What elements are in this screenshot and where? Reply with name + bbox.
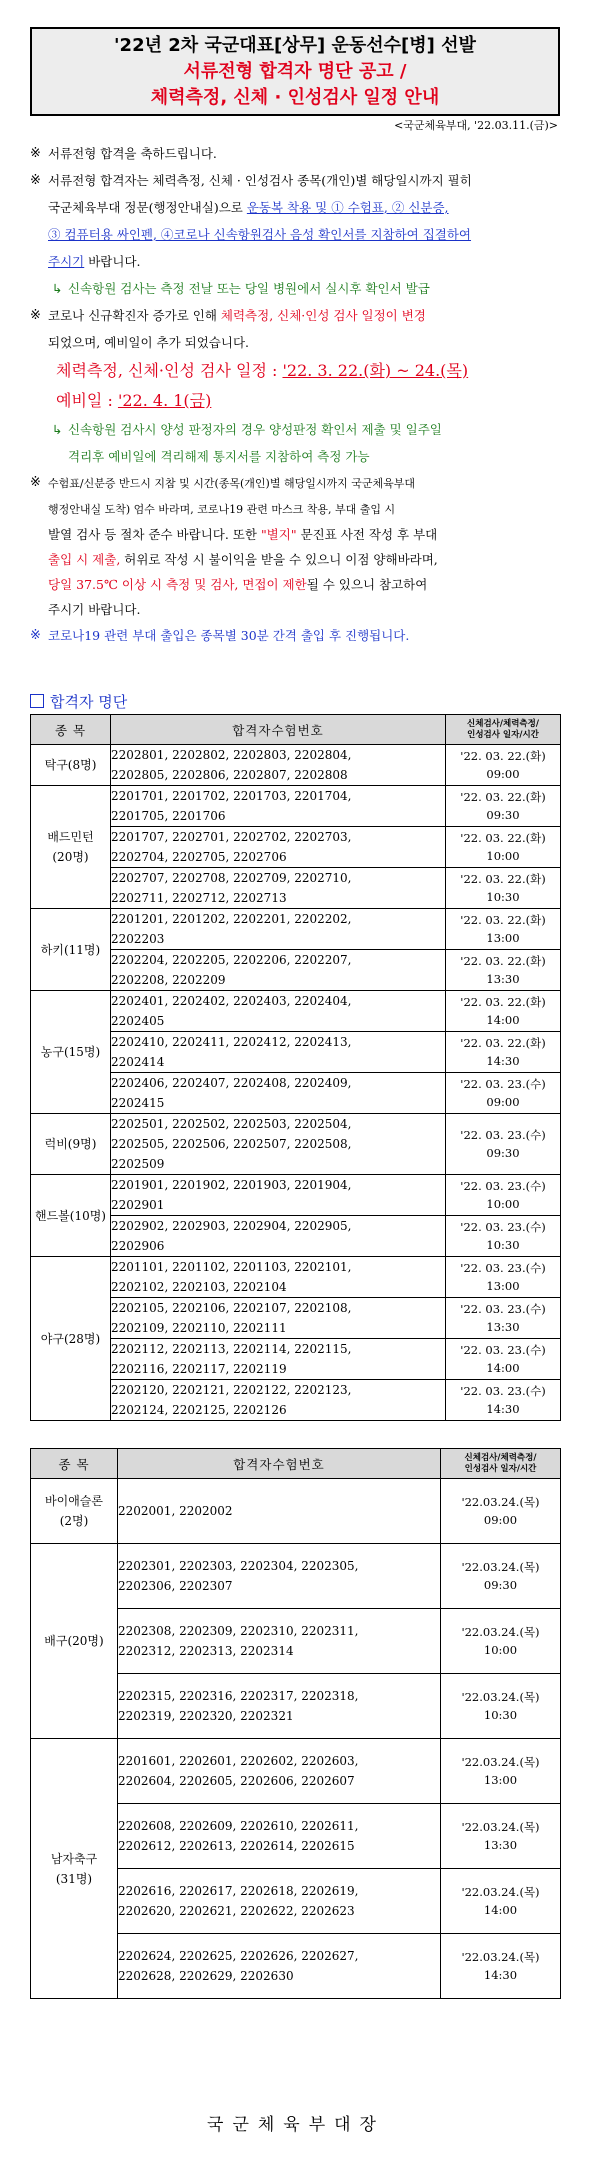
candidate-numbers-cell: 2202401, 2202402, 2202403, 2202404, 2202405 xyxy=(111,991,446,1032)
candidate-numbers-cell: 2202608, 2202609, 2202610, 2202611, 2202612, 2202613, 2202614, 2202615 xyxy=(118,1804,441,1869)
schedule-cell: '22. 03. 23.(수) 09:30 xyxy=(446,1114,561,1175)
table-row xyxy=(31,827,561,868)
candidate-numbers-cell: 2202001, 2202002 xyxy=(118,1479,441,1544)
schedule-cell: '22. 03. 22.(화) 09:30 xyxy=(446,786,561,827)
title-line-3: 체력측정, 신체 · 인성검사 일정 안내 xyxy=(150,87,440,108)
reference-mark-icon: ※ xyxy=(30,628,41,643)
notice-congrats xyxy=(30,140,564,167)
notice-highlight: 당일 37.5℃ 이상 시 측정 및 검사, 면접이 제한 xyxy=(48,577,307,592)
candidate-numbers-cell: 2202616, 2202617, 2202618, 2202619, 2202620, 2202621, 2202622, 2202623 xyxy=(118,1869,441,1934)
schedule-cell: '22.03.24.(목) 13:30 xyxy=(441,1804,561,1869)
notice-text: 되었으며, 예비일이 추가 되었습니다. xyxy=(48,335,249,350)
column-header-numbers: 합격자수험번호 xyxy=(111,715,446,745)
schedule-cell: '22.03.24.(목) 09:30 xyxy=(441,1544,561,1609)
schedule-cell: '22.03.24.(목) 13:00 xyxy=(441,1739,561,1804)
notice-text: 서류전형 합격을 축하드립니다. xyxy=(48,146,217,161)
table-row xyxy=(31,1032,561,1073)
roster-table-2 xyxy=(30,1448,561,1999)
candidate-numbers-cell: 2202406, 2202407, 2202408, 2202409, 2202415 xyxy=(111,1073,446,1114)
candidate-numbers-cell: 2202105, 2202106, 2202107, 2202108, 2202109, 2202110, 2202111 xyxy=(111,1298,446,1339)
notice-rules xyxy=(30,470,564,622)
column-header-sport: 종 목 xyxy=(31,715,111,745)
notice-text: 발열 검사 등 절차 준수 바랍니다. 또한 xyxy=(48,527,257,542)
table-row xyxy=(31,1298,561,1339)
issuer-signature: 국군체육부대장 xyxy=(207,2115,385,2135)
notice-text: 신속항원 검사는 측정 전날 또는 당일 병원에서 실시후 확인서 발급 xyxy=(68,281,430,296)
schedule-cell: '22.03.24.(목) 14:30 xyxy=(441,1934,561,1999)
notice-highlight: 체력측정, 신체·인성 검사 일정이 변경 xyxy=(220,308,426,323)
table-row xyxy=(31,1479,561,1544)
column-header-time: 신체검사/체력측정/ 인성검사 일자/시간 xyxy=(441,1449,561,1479)
table-row xyxy=(31,1544,561,1609)
column-header-sport: 종 목 xyxy=(31,1449,118,1479)
candidate-numbers-cell: 2202624, 2202625, 2202626, 2202627, 2202628, 2202629, 2202630 xyxy=(118,1934,441,1999)
schedule-value: '22. 3. 22.(화) ~ 24.(목) xyxy=(282,361,469,380)
schedule-cell: '22.03.24.(목) 10:00 xyxy=(441,1609,561,1674)
candidate-numbers-cell: 2202112, 2202113, 2202114, 2202115, 2202116, 2202117, 2202119 xyxy=(111,1339,446,1380)
reference-mark-icon: ※ xyxy=(30,308,41,323)
sport-cell: 핸드볼(10명) xyxy=(31,1175,111,1257)
schedule-cell: '22. 03. 22.(화) 10:00 xyxy=(446,827,561,868)
candidate-numbers-cell: 2201201, 2201202, 2202201, 2202202, 2202203 xyxy=(111,909,446,950)
corner-arrow-icon: ↳ xyxy=(52,422,63,437)
notice-text: 될 수 있으니 참고하여 xyxy=(306,577,428,592)
notice-text: 행정안내실 도착) 엄수 바라며, 코로나19 관련 마스크 착용, 부대 출입 시 xyxy=(48,503,396,516)
table-row xyxy=(31,950,561,991)
candidate-numbers-cell: 2201701, 2201702, 2201703, 2201704, 2201705, 2201706 xyxy=(111,786,446,827)
notice-text: 문진표 사전 작성 후 부대 xyxy=(300,527,438,542)
reserve-day-line xyxy=(30,386,564,416)
candidate-numbers-cell: 2202315, 2202316, 2202317, 2202318, 2202319, 2202320, 2202321 xyxy=(118,1674,441,1739)
candidate-numbers-cell: 2202801, 2202802, 2202803, 2202804, 2202805, 2202806, 2202807, 2202808 xyxy=(111,745,446,786)
notice-text: 코로나 신규확진자 증가로 인해 xyxy=(48,308,217,323)
reference-mark-icon: ※ xyxy=(30,173,41,188)
schedule-cell: '22. 03. 23.(수) 10:00 xyxy=(446,1175,561,1216)
notice-text: 격리후 예비일에 격리해제 통지서를 지참하여 측정 가능 xyxy=(68,449,370,464)
notice-entry-interval xyxy=(30,622,564,649)
required-items-text: ③ 컴퓨터용 싸인펜, ④코로나 신속항원검사 음성 확인서를 지참하여 집결하여 xyxy=(48,227,472,242)
table-row xyxy=(31,1216,561,1257)
notice-text: 바랍니다. xyxy=(88,254,141,269)
notice-text: 수험표/신분증 반드시 지참 및 시간(종목(개인)별 해당일시까지 국군체육부대 xyxy=(48,477,415,490)
notice-section xyxy=(30,140,564,649)
table-row xyxy=(31,991,561,1032)
schedule-line xyxy=(30,356,564,386)
title-line-2: 서류전형 합격자 명단 공고 / xyxy=(183,61,407,82)
schedule-cell: '22.03.24.(목) 09:00 xyxy=(441,1479,561,1544)
notice-text: 국군체육부대 정문(행정안내실)으로 xyxy=(48,200,243,215)
candidate-numbers-cell: 2202301, 2202303, 2202304, 2202305, 2202306, 2202307 xyxy=(118,1544,441,1609)
candidate-numbers-cell: 2201707, 2202701, 2202702, 2202703, 2202704, 2202705, 2202706 xyxy=(111,827,446,868)
sport-cell: 하키(11명) xyxy=(31,909,111,991)
schedule-cell: '22.03.24.(목) 14:00 xyxy=(441,1869,561,1934)
schedule-cell: '22. 03. 23.(수) 14:00 xyxy=(446,1339,561,1380)
title-box xyxy=(30,27,560,116)
candidate-numbers-cell: 2202410, 2202411, 2202412, 2202413, 2202414 xyxy=(111,1032,446,1073)
table-row xyxy=(31,1114,561,1175)
table-row xyxy=(31,1380,561,1421)
title-line-1: '22년 2차 국군대표[상무] 운동선수[병] 선발 xyxy=(114,35,476,56)
schedule-cell: '22. 03. 22.(화) 14:00 xyxy=(446,991,561,1032)
notice-text: 코로나19 관련 부대 출입은 종목별 30분 간격 출입 후 진행됩니다. xyxy=(48,628,410,643)
column-header-time: 신체검사/체력측정/ 인성검사 일자/시간 xyxy=(446,715,561,745)
notice-instructions xyxy=(30,167,564,275)
sport-cell: 야구(28명) xyxy=(31,1257,111,1421)
notice-positive-case xyxy=(30,416,564,470)
appendix-label: "별지" xyxy=(260,527,297,542)
reserve-day-label: 예비일 : xyxy=(56,391,113,410)
table-row xyxy=(31,745,561,786)
reference-mark-icon: ※ xyxy=(30,475,41,490)
section-heading xyxy=(30,691,127,712)
notice-text: 신속항원 검사시 양성 판정자의 경우 양성판정 확인서 제출 및 일주일 xyxy=(68,422,442,437)
table-row xyxy=(31,909,561,950)
candidate-numbers-cell: 2201601, 2202601, 2202602, 2202603, 2202604, 2202605, 2202606, 2202607 xyxy=(118,1739,441,1804)
schedule-cell: '22. 03. 22.(화) 10:30 xyxy=(446,868,561,909)
candidate-numbers-cell: 2202707, 2202708, 2202709, 2202710, 2202711, 2202712, 2202713 xyxy=(111,868,446,909)
candidate-numbers-cell: 2201901, 2201902, 2201903, 2201904, 2202901 xyxy=(111,1175,446,1216)
notice-text: 주시기 바랍니다. xyxy=(48,602,141,617)
sport-cell: 바이애슬론 (2명) xyxy=(31,1479,118,1544)
corner-arrow-icon: ↳ xyxy=(52,281,63,296)
sport-cell: 탁구(8명) xyxy=(31,745,111,786)
table-row xyxy=(31,786,561,827)
candidate-numbers-cell: 2201101, 2201102, 2201103, 2202101, 2202102, 2202103, 2202104 xyxy=(111,1257,446,1298)
candidate-numbers-cell: 2202501, 2202502, 2202503, 2202504, 2202505, 2202506, 2202507, 2202508, 2202509 xyxy=(111,1114,446,1175)
schedule-cell: '22. 03. 22.(화) 14:30 xyxy=(446,1032,561,1073)
column-header-numbers: 합격자수험번호 xyxy=(118,1449,441,1479)
schedule-cell: '22. 03. 22.(화) 13:00 xyxy=(446,909,561,950)
checkbox-square-icon xyxy=(30,694,44,708)
table-row xyxy=(31,1739,561,1804)
table-row xyxy=(31,868,561,909)
required-items-text: 주시기 xyxy=(48,254,85,269)
notice-highlight: 출입 시 제출, xyxy=(48,552,121,567)
candidate-numbers-cell: 2202204, 2202205, 2202206, 2202207, 2202208, 2202209 xyxy=(111,950,446,991)
schedule-cell: '22.03.24.(목) 10:30 xyxy=(441,1674,561,1739)
issue-dateline: <국군체육부대, '22.03.11.(금)> xyxy=(394,119,558,132)
candidate-numbers-cell: 2202902, 2202903, 2202904, 2202905, 2202906 xyxy=(111,1216,446,1257)
table-row xyxy=(31,1339,561,1380)
candidate-numbers-cell: 2202308, 2202309, 2202310, 2202311, 2202312, 2202313, 2202314 xyxy=(118,1609,441,1674)
schedule-cell: '22. 03. 23.(수) 13:30 xyxy=(446,1298,561,1339)
schedule-cell: '22. 03. 23.(수) 13:00 xyxy=(446,1257,561,1298)
sport-cell: 배구(20명) xyxy=(31,1544,118,1739)
schedule-cell: '22. 03. 23.(수) 09:00 xyxy=(446,1073,561,1114)
sport-cell: 럭비(9명) xyxy=(31,1114,111,1175)
reference-mark-icon: ※ xyxy=(30,146,41,161)
sport-cell: 남자축구 (31명) xyxy=(31,1739,118,1999)
sport-cell: 배드민턴 (20명) xyxy=(31,786,111,909)
schedule-cell: '22. 03. 22.(화) 13:30 xyxy=(446,950,561,991)
table-row xyxy=(31,1257,561,1298)
notice-rapid-test xyxy=(30,275,564,302)
schedule-cell: '22. 03. 23.(수) 10:30 xyxy=(446,1216,561,1257)
notice-text: 서류전형 합격자는 체력측정, 신체 · 인성검사 종목(개인)별 해당일시까지 필히 xyxy=(48,173,472,188)
table-row xyxy=(31,1175,561,1216)
reserve-day-value: '22. 4. 1(금) xyxy=(117,391,212,410)
roster-table-1 xyxy=(30,714,561,1421)
schedule-label: 체력측정, 신체·인성 검사 일정 : xyxy=(56,361,278,380)
required-items-text: 운동복 착용 및 ① 수험표, ② 신분증, xyxy=(246,200,449,215)
schedule-cell: '22. 03. 23.(수) 14:30 xyxy=(446,1380,561,1421)
table-row xyxy=(31,1073,561,1114)
sport-cell: 농구(15명) xyxy=(31,991,111,1114)
candidate-numbers-cell: 2202120, 2202121, 2202122, 2202123, 2202124, 2202125, 2202126 xyxy=(111,1380,446,1421)
section-title: 합격자 명단 xyxy=(50,693,128,711)
schedule-cell: '22. 03. 22.(화) 09:00 xyxy=(446,745,561,786)
notice-schedule-change xyxy=(30,302,564,356)
notice-text: 허위로 작성 시 불이익을 받을 수 있으니 이점 양해바라며, xyxy=(124,552,438,567)
